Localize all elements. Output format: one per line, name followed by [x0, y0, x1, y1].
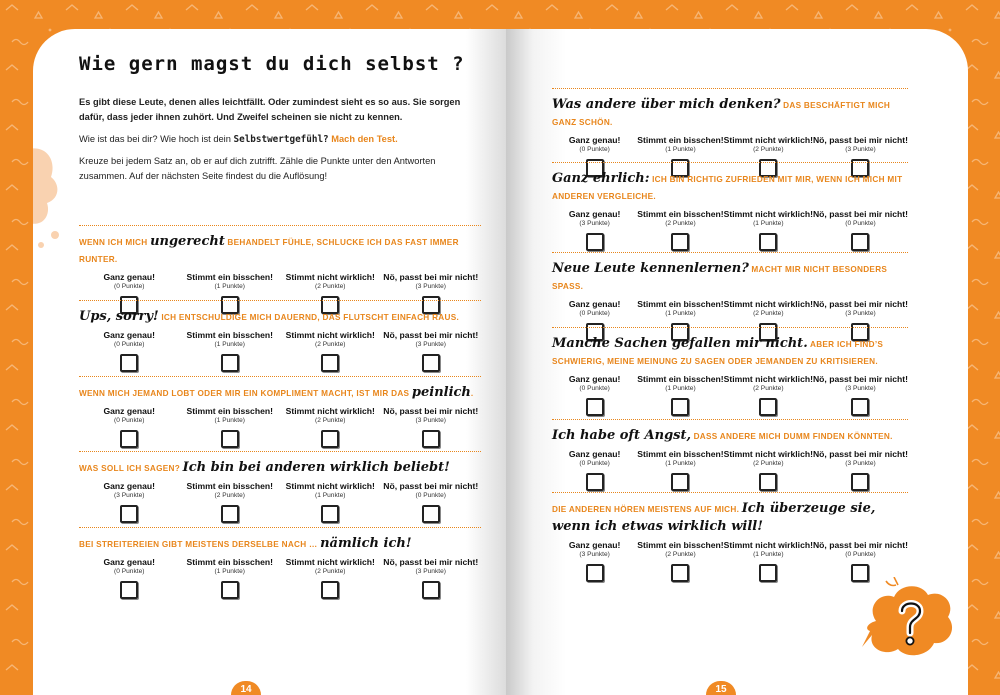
question-text: Ups, sorry! ICH ENTSCHULDIGE MICH DAUERND, DAS FLUTSCHT EINFACH RAUS.	[79, 309, 460, 324]
dotted-divider	[79, 225, 481, 226]
dotted-divider	[552, 492, 908, 493]
answer-points: (0 Punkte)	[579, 385, 610, 392]
left-page	[33, 29, 506, 695]
answer-options	[79, 406, 481, 448]
answer-options	[552, 374, 908, 416]
answer-option	[813, 209, 908, 251]
thought-bubble	[858, 577, 958, 677]
checkbox-icon[interactable]	[422, 505, 440, 523]
answer-points: (0 Punkte)	[114, 283, 145, 290]
checkbox-icon[interactable]	[759, 233, 777, 251]
answer-points: (2 Punkte)	[665, 551, 696, 558]
answer-label: Ganz genau!	[103, 557, 156, 567]
answer-label: Stimmt nicht wirklich!	[723, 299, 813, 309]
answer-option	[79, 557, 180, 599]
answer-label: Nö, passt bei mir nicht!	[383, 406, 479, 416]
answer-option	[381, 330, 482, 372]
answer-option	[637, 540, 723, 582]
answer-points: (1 Punkte)	[753, 551, 784, 558]
answer-points: (2 Punkte)	[315, 341, 346, 348]
answer-points: (1 Punkte)	[214, 283, 245, 290]
answer-points: (3 Punkte)	[415, 417, 446, 424]
answer-points: (2 Punkte)	[315, 283, 346, 290]
answer-options	[79, 330, 481, 372]
answer-label: Nö, passt bei mir nicht!	[812, 449, 908, 459]
intro-text	[79, 95, 479, 191]
answer-points: (3 Punkte)	[415, 341, 446, 348]
question-text: Ganz ehrlich: ICH BIN RICHTIG ZUFRIEDEN MIT MIR, WENN ICH MICH MIT ANDEREN VERGLEICHE.	[552, 171, 903, 201]
answer-points: (3 Punkte)	[845, 460, 876, 467]
answer-options	[552, 209, 908, 251]
answer-label: Nö, passt bei mir nicht!	[383, 272, 479, 282]
question-block	[79, 376, 481, 448]
question-block	[552, 492, 908, 582]
dotted-divider	[552, 419, 908, 420]
answer-option	[280, 330, 381, 372]
answer-option	[79, 481, 180, 523]
paint-splatter	[33, 141, 63, 251]
intro-question: Wie ist das bei dir? Wie hoch ist dein Selbstwertgefühl? Mach den Test.	[79, 134, 398, 145]
answer-option	[552, 209, 637, 251]
answer-label: Ganz genau!	[568, 135, 621, 145]
answer-points: (1 Punkte)	[665, 385, 696, 392]
checkbox-icon[interactable]	[759, 398, 777, 416]
checkbox-icon[interactable]	[851, 473, 869, 491]
answer-points: (0 Punkte)	[579, 310, 610, 317]
answer-option	[724, 540, 813, 582]
answer-option	[813, 540, 908, 582]
answer-label: Stimmt nicht wirklich!	[723, 135, 813, 145]
answer-points: (1 Punkte)	[315, 492, 346, 499]
question-text: WENN MICH JEMAND LOBT ODER MIR EIN KOMPLIMENT MACHT, IST MIR DAS peinlich.	[79, 385, 474, 400]
answer-label: Nö, passt bei mir nicht!	[812, 374, 908, 384]
answer-option	[813, 449, 908, 491]
answer-points: (2 Punkte)	[753, 460, 784, 467]
answer-points: (2 Punkte)	[315, 568, 346, 575]
answer-options	[79, 557, 481, 599]
answer-option	[381, 557, 482, 599]
answer-points: (3 Punkte)	[415, 568, 446, 575]
answer-option	[637, 374, 723, 416]
dotted-divider	[79, 527, 481, 528]
answer-points: (3 Punkte)	[114, 492, 145, 499]
answer-option	[79, 406, 180, 448]
answer-option	[280, 557, 381, 599]
answer-label: Nö, passt bei mir nicht!	[812, 540, 908, 550]
answer-points: (0 Punkte)	[114, 568, 145, 575]
checkbox-icon[interactable]	[120, 354, 138, 372]
answer-label: Stimmt nicht wirklich!	[285, 406, 375, 416]
question-text: Ich habe oft Angst, DASS ANDERE MICH DUMM FINDEN KÖNNTEN.	[552, 428, 893, 443]
checkbox-icon[interactable]	[321, 430, 339, 448]
answer-points: (0 Punkte)	[114, 341, 145, 348]
intro-instructions: Kreuze bei jedem Satz an, ob er auf dich zutrifft. Zähle die Punkte unter den Antworten zusammen. Auf der nächsten Seite findest du die Auflösung!	[79, 156, 436, 181]
checkbox-icon[interactable]	[120, 581, 138, 599]
answer-label: Stimmt ein bisschen!	[637, 135, 724, 145]
answer-option	[637, 449, 723, 491]
answer-option	[552, 374, 637, 416]
checkbox-icon[interactable]	[586, 398, 604, 416]
answer-label: Stimmt ein bisschen!	[637, 540, 724, 550]
answer-points: (1 Punkte)	[214, 568, 245, 575]
question-block	[552, 162, 908, 251]
dotted-divider	[552, 162, 908, 163]
answer-label: Ganz genau!	[568, 449, 621, 459]
question-text: WAS SOLL ICH SAGEN? Ich bin bei anderen wirklich beliebt!	[79, 460, 450, 475]
answer-label: Stimmt nicht wirklich!	[285, 330, 375, 340]
answer-label: Ganz genau!	[103, 406, 156, 416]
dotted-divider	[79, 376, 481, 377]
answer-points: (2 Punkte)	[753, 385, 784, 392]
answer-points: (1 Punkte)	[753, 220, 784, 227]
question-block	[79, 451, 481, 523]
question-block	[79, 300, 481, 372]
answer-label: Stimmt nicht wirklich!	[723, 540, 813, 550]
answer-label: Nö, passt bei mir nicht!	[383, 330, 479, 340]
answer-label: Stimmt nicht wirklich!	[723, 209, 813, 219]
answer-points: (2 Punkte)	[753, 146, 784, 153]
checkbox-icon[interactable]	[321, 505, 339, 523]
answer-points: (2 Punkte)	[753, 310, 784, 317]
checkbox-icon[interactable]	[321, 581, 339, 599]
answer-label: Ganz genau!	[568, 299, 621, 309]
answer-option	[79, 330, 180, 372]
question-block	[79, 527, 481, 599]
intro-paragraph: Es gibt diese Leute, denen alles leichtfällt. Oder zumindest sieht es so aus. Sie sorgen dafür, dass jeder ihnen zuhört. Und Zweifel scheinen sie nicht zu kennen.	[79, 97, 461, 122]
answer-points: (2 Punkte)	[315, 417, 346, 424]
answer-label: Ganz genau!	[568, 374, 621, 384]
checkbox-icon[interactable]	[120, 430, 138, 448]
checkbox-icon[interactable]	[671, 398, 689, 416]
answer-label: Stimmt ein bisschen!	[637, 209, 724, 219]
checkbox-icon[interactable]	[759, 564, 777, 582]
answer-option	[552, 449, 637, 491]
answer-label: Stimmt ein bisschen!	[637, 299, 724, 309]
answer-points: (1 Punkte)	[665, 146, 696, 153]
checkbox-icon[interactable]	[586, 233, 604, 251]
dotted-divider	[79, 451, 481, 452]
answer-option	[724, 209, 813, 251]
answer-label: Ganz genau!	[103, 330, 156, 340]
answer-label: Stimmt ein bisschen!	[186, 272, 273, 282]
answer-label: Stimmt ein bisschen!	[186, 330, 273, 340]
answer-options	[552, 449, 908, 491]
answer-label: Ganz genau!	[568, 540, 621, 550]
question-text: BEI STREITEREIEN GIBT MEISTENS DERSELBE NACH … nämlich ich!	[79, 536, 412, 551]
answer-label: Stimmt nicht wirklich!	[285, 557, 375, 567]
answer-option	[724, 374, 813, 416]
question-text: WENN ICH MICH ungerecht BEHANDELT FÜHLE, SCHLUCKE ICH DAS FAST IMMER RUNTER.	[79, 234, 459, 264]
answer-label: Nö, passt bei mir nicht!	[812, 299, 908, 309]
page-number: 15	[706, 681, 736, 695]
answer-points: (0 Punkte)	[114, 417, 145, 424]
answer-option	[637, 209, 723, 251]
answer-points: (0 Punkte)	[845, 551, 876, 558]
answer-points: (2 Punkte)	[665, 220, 696, 227]
answer-option	[813, 374, 908, 416]
checkbox-icon[interactable]	[321, 354, 339, 372]
answer-label: Stimmt nicht wirklich!	[285, 481, 375, 491]
answer-label: Nö, passt bei mir nicht!	[812, 209, 908, 219]
answer-label: Nö, passt bei mir nicht!	[383, 481, 479, 491]
question-text: Was andere über mich denken? DAS BESCHÄFTIGT MICH GANZ SCHÖN.	[552, 97, 891, 127]
checkbox-icon[interactable]	[586, 564, 604, 582]
page-title: Wie gern magst du dich selbst ?	[79, 53, 465, 75]
checkbox-icon[interactable]	[422, 581, 440, 599]
answer-options	[79, 481, 481, 523]
checkbox-icon[interactable]	[221, 430, 239, 448]
right-page	[506, 29, 968, 695]
answer-label: Ganz genau!	[103, 272, 156, 282]
answer-points: (3 Punkte)	[845, 310, 876, 317]
answer-label: Stimmt ein bisschen!	[186, 557, 273, 567]
answer-points: (1 Punkte)	[665, 460, 696, 467]
checkbox-icon[interactable]	[759, 473, 777, 491]
answer-label: Stimmt nicht wirklich!	[723, 449, 813, 459]
checkbox-icon[interactable]	[221, 354, 239, 372]
answer-points: (3 Punkte)	[579, 220, 610, 227]
question-text: Manche Sachen gefallen mir nicht. ABER ICH FIND’S SCHWIERIG, MEINE MEINUNG ZU SAGEN ODER JEMANDEN ZU KRITISIEREN.	[552, 336, 884, 366]
answer-option	[381, 481, 482, 523]
checkbox-icon[interactable]	[671, 564, 689, 582]
answer-label: Nö, passt bei mir nicht!	[383, 557, 479, 567]
answer-points: (3 Punkte)	[845, 146, 876, 153]
answer-points: (1 Punkte)	[214, 417, 245, 424]
question-text: DIE ANDEREN HÖREN MEISTENS AUF MICH. Ich überzeuge sie, wenn ich etwas wirklich will!	[552, 501, 876, 534]
answer-points: (0 Punkte)	[579, 460, 610, 467]
checkbox-icon[interactable]	[221, 505, 239, 523]
answer-label: Stimmt ein bisschen!	[186, 481, 273, 491]
checkbox-icon[interactable]	[120, 505, 138, 523]
dotted-divider	[79, 300, 481, 301]
answer-points: (0 Punkte)	[845, 220, 876, 227]
answer-option	[280, 481, 381, 523]
answer-label: Ganz genau!	[103, 481, 156, 491]
checkbox-icon[interactable]	[422, 354, 440, 372]
checkbox-icon[interactable]	[671, 473, 689, 491]
answer-label: Ganz genau!	[568, 209, 621, 219]
question-block	[552, 327, 908, 416]
answer-option	[280, 406, 381, 448]
answer-option	[180, 481, 281, 523]
checkbox-icon[interactable]	[851, 233, 869, 251]
answer-option	[180, 330, 281, 372]
checkbox-icon[interactable]	[671, 233, 689, 251]
checkbox-icon[interactable]	[586, 473, 604, 491]
question-text: Neue Leute kennenlernen? MACHT MIR NICHT BESONDERS SPASS.	[552, 261, 888, 291]
dotted-divider	[552, 252, 908, 253]
answer-option	[180, 557, 281, 599]
answer-points: (2 Punkte)	[214, 492, 245, 499]
answer-label: Stimmt nicht wirklich!	[285, 272, 375, 282]
dotted-divider	[552, 88, 908, 89]
answer-option	[180, 406, 281, 448]
answer-label: Stimmt ein bisschen!	[186, 406, 273, 416]
answer-points: (0 Punkte)	[579, 146, 610, 153]
answer-points: (3 Punkte)	[579, 551, 610, 558]
answer-points: (0 Punkte)	[415, 492, 446, 499]
answer-option	[381, 406, 482, 448]
answer-option	[724, 449, 813, 491]
answer-label: Stimmt ein bisschen!	[637, 374, 724, 384]
answer-points: (3 Punkte)	[845, 385, 876, 392]
checkbox-icon[interactable]	[851, 398, 869, 416]
answer-options	[552, 540, 908, 582]
answer-label: Stimmt nicht wirklich!	[723, 374, 813, 384]
answer-points: (1 Punkte)	[665, 310, 696, 317]
answer-label: Nö, passt bei mir nicht!	[812, 135, 908, 145]
answer-label: Stimmt ein bisschen!	[637, 449, 724, 459]
answer-option	[552, 540, 637, 582]
checkbox-icon[interactable]	[422, 430, 440, 448]
answer-points: (3 Punkte)	[415, 283, 446, 290]
checkbox-icon[interactable]	[221, 581, 239, 599]
question-block	[552, 419, 908, 491]
answer-points: (1 Punkte)	[214, 341, 245, 348]
page-number: 14	[231, 681, 261, 695]
dotted-divider	[552, 327, 908, 328]
